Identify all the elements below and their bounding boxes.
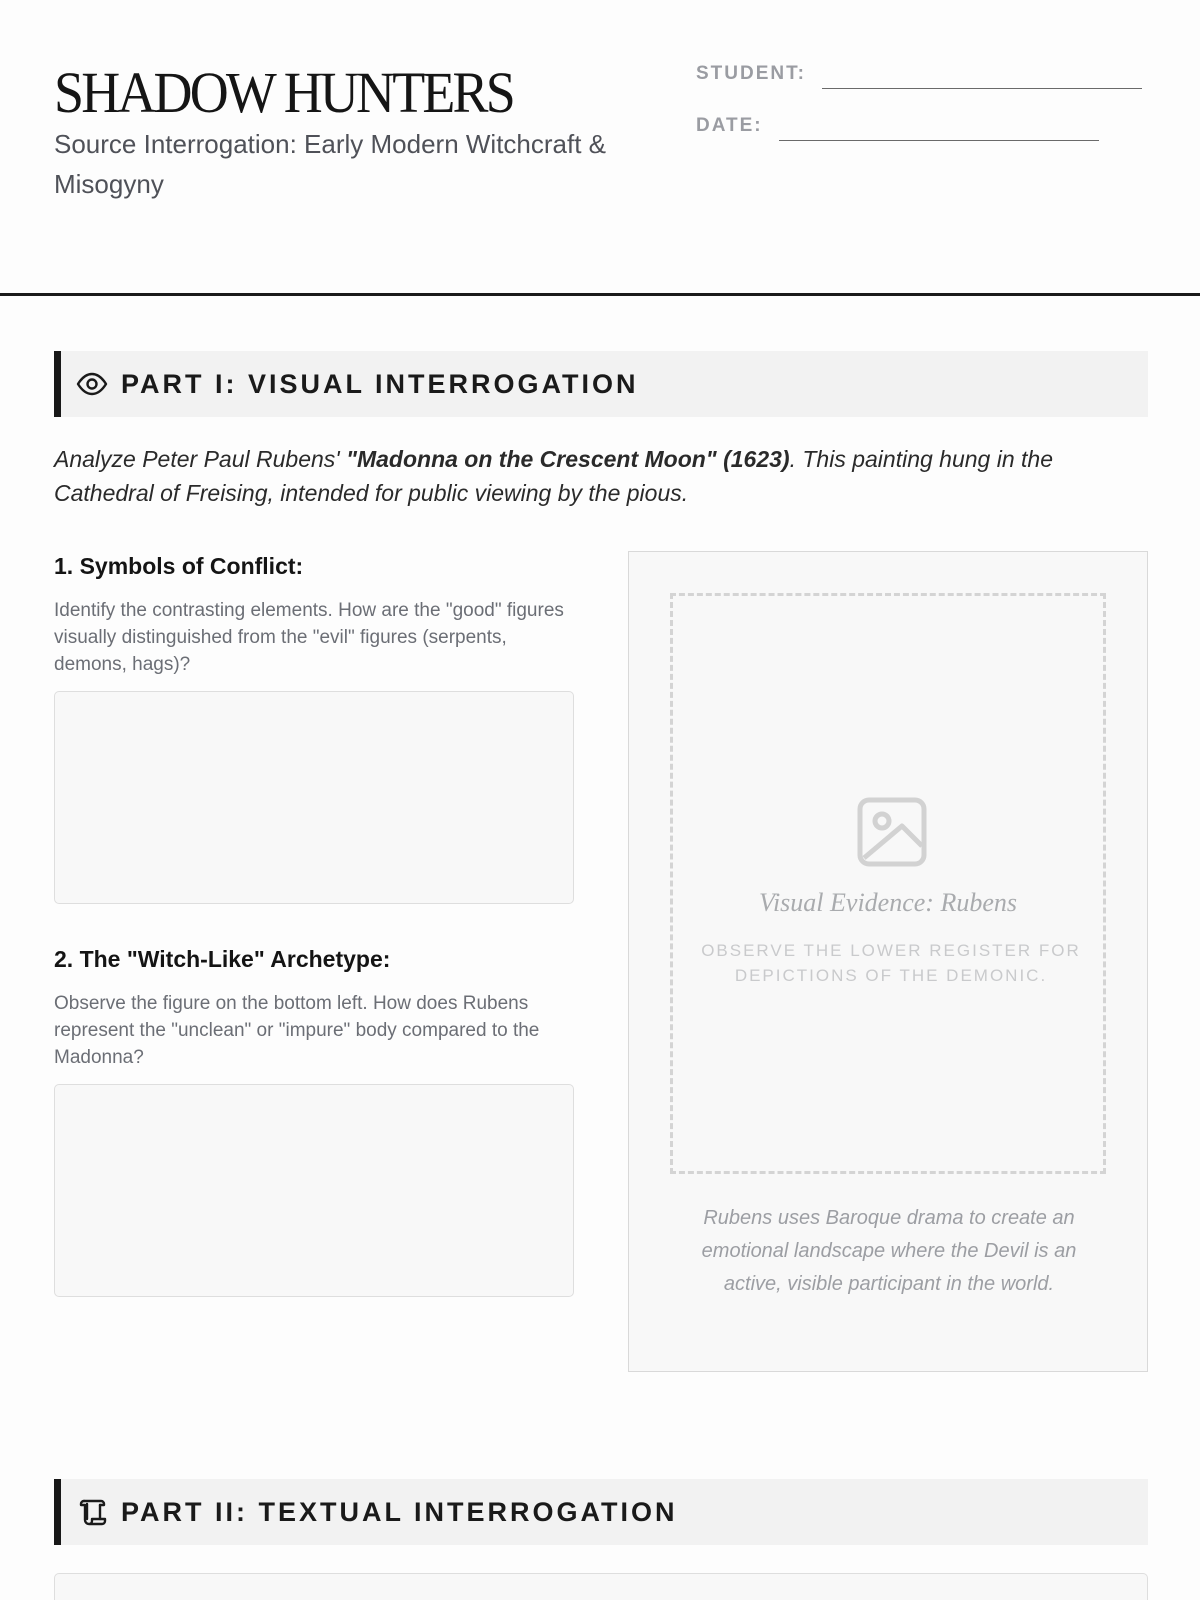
header-divider — [0, 293, 1200, 296]
worksheet-header — [54, 58, 1148, 218]
part2-heading: PART II: TEXTUAL INTERROGATION — [121, 1496, 678, 1527]
part1-heading-bar — [54, 351, 1148, 417]
part2-heading-bar — [54, 1479, 1148, 1545]
eye-icon — [75, 367, 109, 401]
worksheet-title: SHADOW HUNTERS — [54, 60, 513, 125]
intro-suffix: . This painting hung in the Cathedral of Freising, intended for public viewing by the pious. — [54, 446, 1053, 506]
student-name-line[interactable] — [822, 88, 1142, 89]
date-line[interactable] — [779, 140, 1099, 141]
student-label: STUDENT: — [696, 63, 806, 84]
question-2-answer-box[interactable] — [54, 1084, 574, 1297]
part2-source-box — [54, 1573, 1148, 1600]
artwork-title: "Madonna on the Crescent Moon" (1623) — [346, 446, 790, 472]
student-field — [696, 64, 1142, 83]
evidence-title: Visual Evidence: Rubens — [759, 888, 1017, 917]
evidence-note: OBSERVE THE LOWER REGISTER FOR DEPICTIONS OF THE DEMONIC. — [701, 941, 1081, 985]
intro-prefix: Analyze Peter Paul Rubens' — [54, 446, 347, 472]
part1-heading: PART I: VISUAL INTERROGATION — [121, 368, 639, 399]
visual-evidence-panel — [628, 551, 1148, 1372]
scroll-icon — [75, 1495, 109, 1529]
image-placeholder — [670, 593, 1106, 1174]
question-1-prompt: Identify the contrasting elements. How are the "good" figures visually distinguished from the "evil" figures (serpents, demons, hags)? — [54, 600, 564, 675]
evidence-caption: Rubens uses Baroque drama to create an emotional landscape where the Devil is an active, visible participant in the world. — [701, 1207, 1077, 1295]
image-icon — [856, 796, 928, 868]
question-2-title: 2. The "Witch-Like" Archetype: — [54, 946, 391, 972]
question-1-title: 1. Symbols of Conflict: — [54, 553, 304, 579]
part1-intro — [54, 442, 1154, 510]
worksheet-subtitle: Source Interrogation: Early Modern Witchcraft & Misogyny — [54, 129, 607, 199]
date-field — [696, 116, 1099, 135]
question-2-prompt: Observe the figure on the bottom left. How does Rubens represent the "unclean" or "impure" body compared to the Madonna? — [54, 993, 540, 1068]
question-1-answer-box[interactable] — [54, 691, 574, 904]
date-label: DATE: — [696, 115, 763, 136]
